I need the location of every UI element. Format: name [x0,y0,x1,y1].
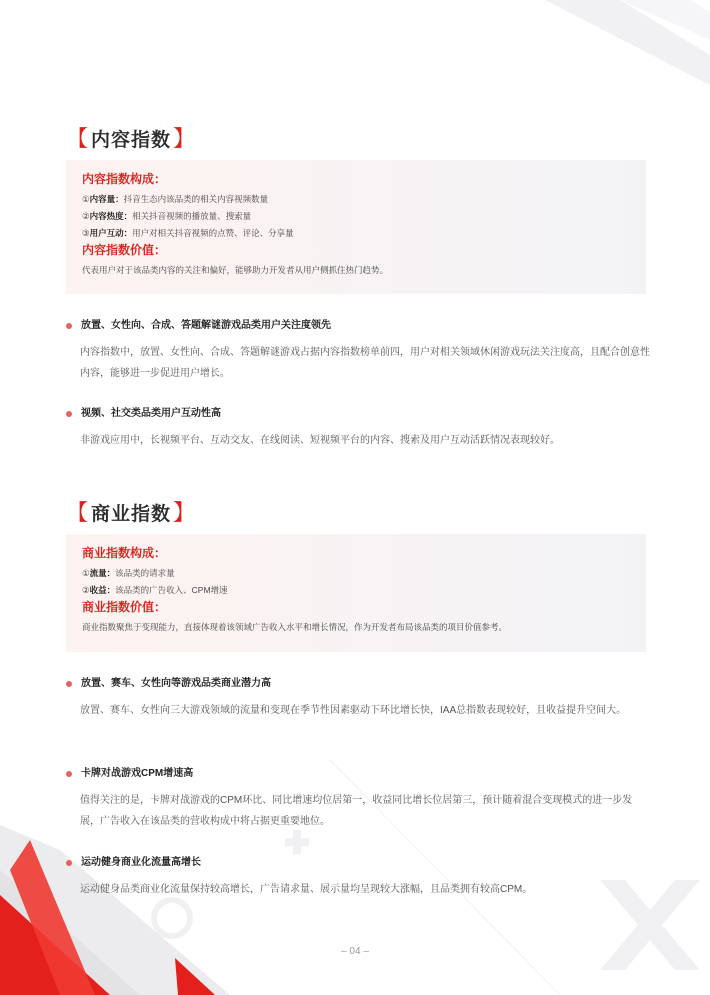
business-index-info-box [66,534,646,652]
point-body: 内容指数中，放置、女性向、合成、答题解谜游戏占据内容指数榜单前四，用户对相关领域休闲游戏玩法关注度高，且配合创意性内容，能够进一步促进用户增长。 [80,347,650,379]
insight-point [66,407,650,451]
insight-point [66,677,650,721]
point-title: 放置、赛车、女性向等游戏品类商业潜力高 [81,678,271,689]
content-index-info-box [66,160,646,294]
section-title-text: 内容指数 [91,130,172,151]
box-description: 商业指数聚焦于变现能力，直接体现着该领域广告收入水平和增长情况，作为开发者布局该品类的项目价值参考。 [82,622,508,632]
box-item: ①流量：该品类的请求量 [82,568,175,578]
box-heading: 内容指数价值： [82,243,167,257]
bullet-dot-icon [66,681,72,687]
section-title-text: 商业指数 [91,504,172,525]
box-item: ②内容热度：相关抖音视频的播放量、搜索量 [82,211,252,221]
box-description: 代表用户对于该品类内容的关注和偏好，能够助力开发者从用户侧抓住热门趋势。 [82,265,389,275]
point-body: 放置、赛车、女性向三大游戏领域的流量和变现在季节性因素驱动下环比增长快，IAA总指数表现较好，且收益提升空间大。 [80,705,627,716]
box-item: ②收益：该品类的广告收入、CPM增速 [82,585,228,595]
bullet-dot-icon [66,411,72,417]
bullet-dot-icon [66,323,72,329]
point-title: 运动健身商业化流量高增长 [81,857,201,868]
box-heading: 商业指数构成： [82,546,167,560]
point-title: 卡牌对战游戏CPM增速高 [81,768,194,779]
insight-point [66,319,650,384]
point-body: 值得关注的是，卡牌对战游戏的CPM环比、同比增速均位居第一，收益同比增长位居第三，预计随着混合变现模式的进一步发展，广告收入在该品类的营收构成中将占据更重要地位。 [80,795,633,827]
bullet-dot-icon [66,860,72,866]
box-item: ①内容量：抖音生态内该品类的相关内容视频数量 [82,194,269,204]
bullet-dot-icon [66,771,72,777]
point-title: 放置、女性向、合成、答题解谜游戏品类用户关注度领先 [81,320,331,331]
point-title: 视频、社交类品类用户互动性高 [81,408,221,419]
section-title-business-index: 【 商业指数 】 [66,499,197,525]
box-item: ③用户互动：用户对相关抖音视频的点赞、评论、分享量 [82,228,294,238]
box-heading: 商业指数价值： [82,600,167,614]
box-heading: 内容指数构成： [82,172,167,186]
point-body: 非游戏应用中，长视频平台、互动交友、在线阅读、短视频平台的内容、搜索及用户互动活跃情况表现较好。 [80,435,560,446]
point-body: 运动健身品类商业化流量保持较高增长，广告请求量、展示量均呈现较大涨幅，且品类拥有较高CPM。 [80,884,533,895]
insight-point [66,856,650,900]
page-number: – 04 – [341,946,369,957]
insight-point [66,767,650,832]
section-title-content-index: 【 内容指数 】 [66,125,197,151]
